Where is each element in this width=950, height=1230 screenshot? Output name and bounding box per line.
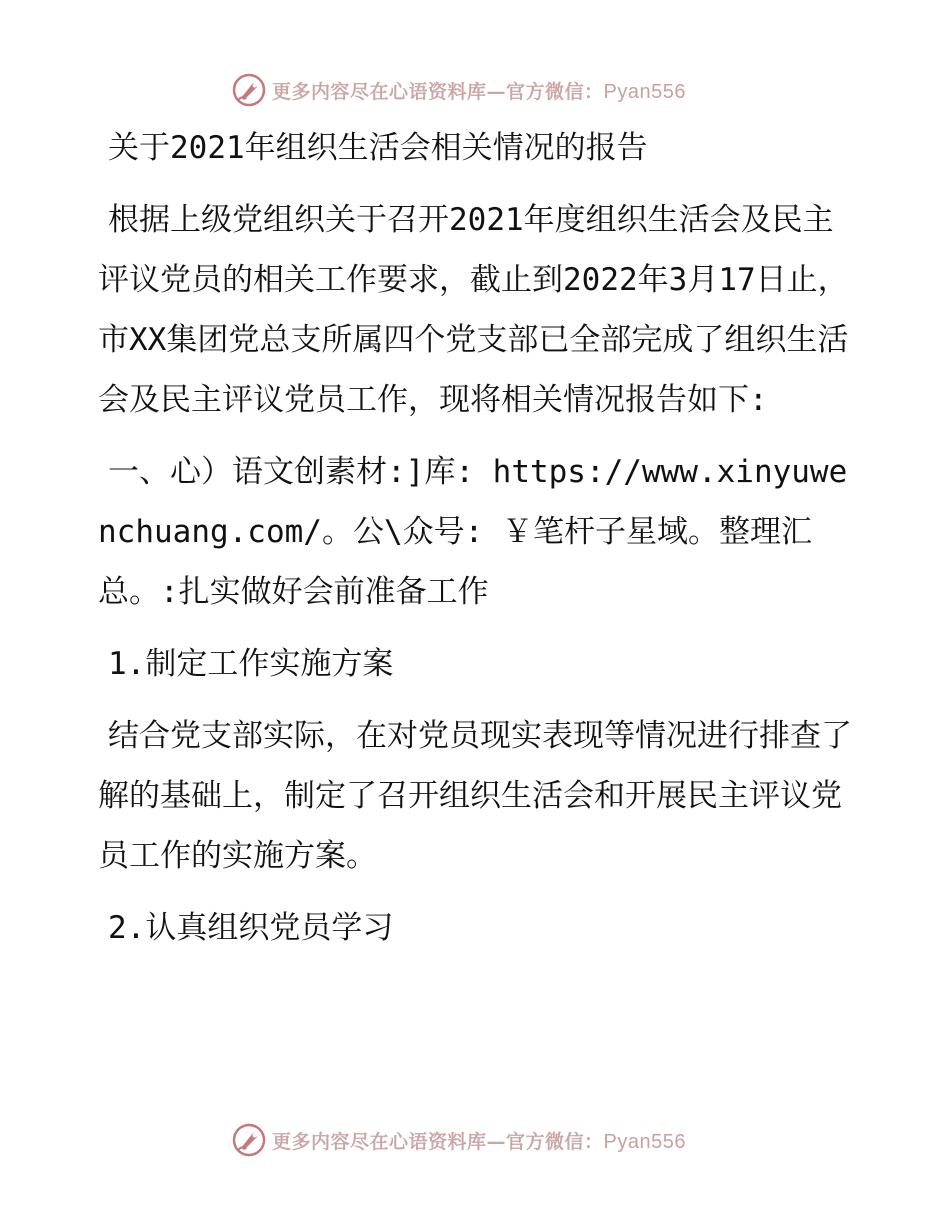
watermark-wechat-id: Pyan556 — [603, 80, 686, 103]
paragraph-section-one: 一、心）语文创素材:]库: https://www.xinyuwenchuang.com/。公\众号: ￥笔杆子星域。整理汇总。:扎实做好会前准备工作 — [98, 454, 848, 610]
watermark-header — [232, 72, 686, 108]
paragraph-item-1-body: 结合党支部实际，在对党员现实表现等情况进行排查了解的基础上，制定了召开组织生活会和开展民主评议党员工作的实施方案。 — [98, 718, 852, 874]
watermark-footer — [232, 1122, 686, 1158]
heading-item-2: 2.认真组织党员学习 — [108, 910, 394, 946]
document-body — [98, 118, 858, 970]
pen-nib-icon — [232, 1123, 266, 1157]
document-title: 关于2021年组织生活会相关情况的报告 — [108, 130, 648, 166]
paragraph-intro: 根据上级党组织关于召开2021年度组织生活会及民主评议党员的相关工作要求，截止到2022年3月17日止，市XX集团党总支所属四个党支部已全部完成了组织生活会及民主评议党员工作，现将相关情况报告如下: — [98, 202, 849, 418]
watermark-text: 更多内容尽在心语资料库—官方微信：Pyan556 — [272, 1130, 686, 1153]
heading-item-1: 1.制定工作实施方案 — [108, 646, 394, 682]
watermark-wechat-id: Pyan556 — [603, 1130, 686, 1153]
pen-nib-icon — [232, 73, 266, 107]
watermark-text: 更多内容尽在心语资料库—官方微信：Pyan556 — [272, 80, 686, 103]
